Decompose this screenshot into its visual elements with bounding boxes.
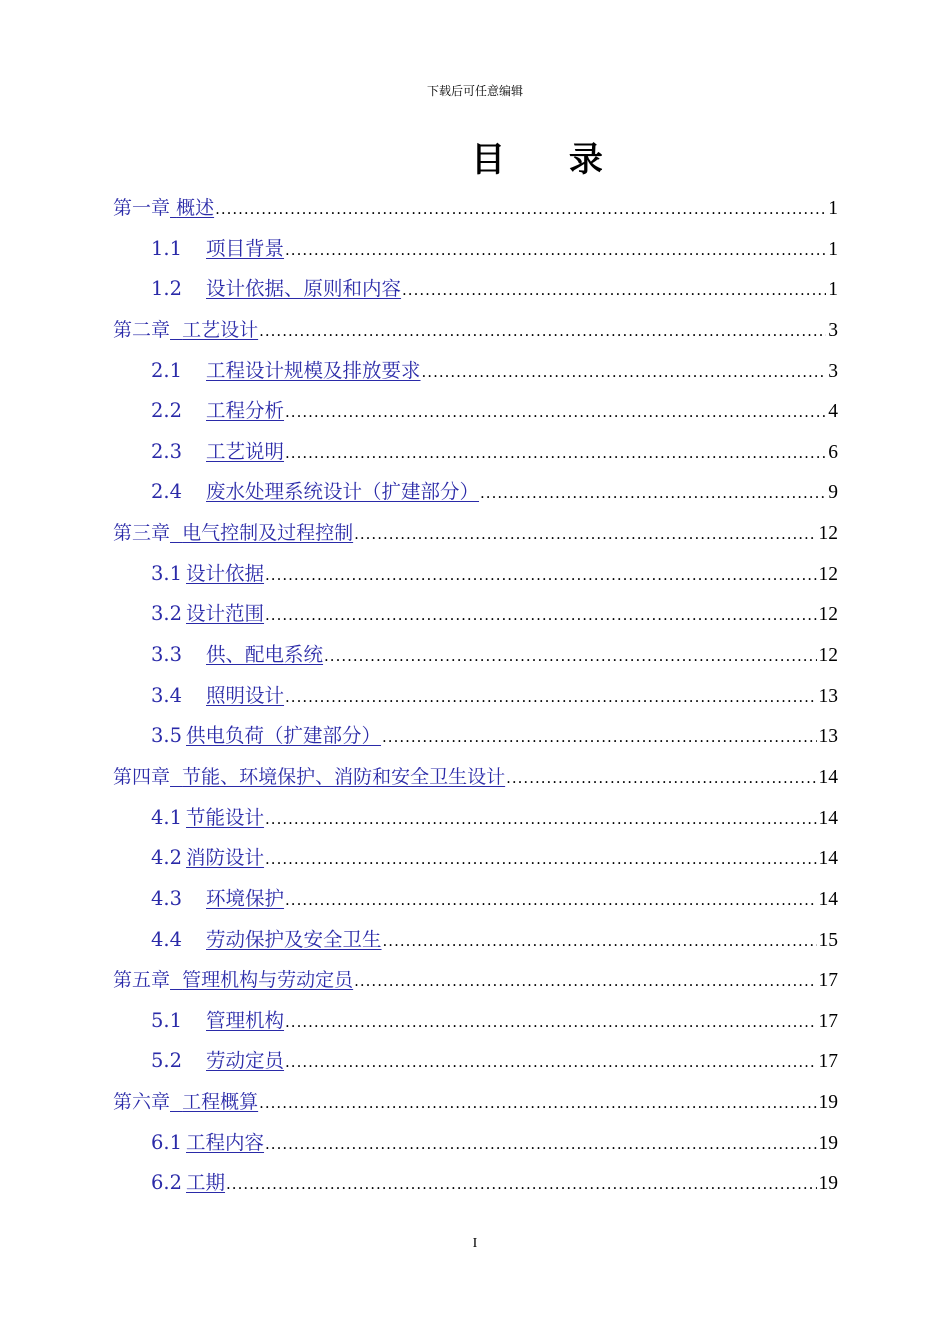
dot-leader [265, 799, 816, 839]
toc-section-row [113, 1163, 838, 1204]
toc-chapter-row [113, 960, 838, 1001]
toc-chapter-link[interactable] [113, 960, 353, 1000]
dot-leader [226, 1164, 816, 1204]
toc-section-link[interactable] [151, 229, 284, 269]
toc-page-number: 12 [818, 604, 838, 626]
toc-page-number: 1 [828, 198, 838, 219]
toc-entry-title: 管理机构与劳动定员 [182, 969, 354, 992]
toc-page-number: 12 [818, 523, 838, 545]
toc-entry-number: 5.2 [151, 1049, 183, 1073]
toc-chapter-link[interactable] [113, 188, 214, 228]
toc-entry-title: 概述 [176, 197, 215, 219]
toc-section-link[interactable] [151, 554, 264, 594]
toc-entry-number: 3.5 [151, 724, 183, 748]
toc-section-row [113, 716, 838, 757]
toc-chapter-link[interactable] [113, 757, 505, 797]
toc-page-number: 4 [828, 401, 838, 423]
toc-entry-number: 2.3 [151, 439, 183, 463]
toc-entry-number: 4.4 [151, 927, 183, 951]
toc-entry-title: 消防设计 [186, 846, 265, 870]
toc-page-number: 14 [818, 807, 838, 829]
toc-entry-separator [170, 969, 182, 991]
toc-entry-number: 第六章 [113, 1091, 171, 1114]
toc-page-number: 9 [828, 482, 838, 504]
toc-entry-number: 4.2 [151, 846, 183, 870]
dot-leader [422, 352, 827, 392]
toc-page-number: 3 [828, 319, 838, 341]
toc-entry-title: 工艺说明 [206, 439, 285, 463]
toc-section-row [113, 1001, 838, 1042]
toc-entry-number: 3.1 [151, 561, 183, 585]
toc-section-link[interactable] [151, 716, 381, 756]
toc-chapter-link[interactable] [113, 1082, 258, 1122]
toc-section-link[interactable] [151, 432, 284, 472]
toc-entry-number: 第二章 [113, 318, 171, 341]
toc-entry-title: 供、配电系统 [206, 643, 324, 667]
toc-section-row [113, 229, 838, 270]
toc-chapter-row [113, 513, 838, 554]
toc-entry-number: 第五章 [113, 969, 171, 992]
toc-chapter-link[interactable] [113, 513, 353, 553]
footer-page-number: I [472, 1236, 478, 1251]
toc-section-link[interactable] [151, 798, 264, 838]
toc-page-number: 15 [818, 929, 838, 951]
toc-title: 目 录 [471, 140, 629, 180]
toc-entry-title: 设计依据 [186, 561, 265, 585]
toc-entry-number: 1.1 [151, 236, 183, 260]
dot-leader [265, 1124, 816, 1164]
toc-page-number: 1 [828, 279, 838, 301]
toc-chapter-row [113, 310, 838, 351]
toc-entry-number: 2.2 [151, 399, 183, 423]
toc-section-row [113, 1041, 838, 1082]
toc-section-link[interactable] [151, 676, 284, 716]
toc-section-link[interactable] [151, 1041, 284, 1081]
toc-entry-number: 3.2 [151, 602, 183, 626]
table-of-contents [113, 188, 838, 1204]
toc-entry-number: 第一章 [113, 197, 171, 219]
toc-section-row [113, 472, 838, 513]
toc-section-row [113, 798, 838, 839]
toc-section-link[interactable] [151, 879, 284, 919]
dot-leader [383, 921, 817, 961]
toc-section-link[interactable] [151, 269, 401, 309]
toc-entry-title: 管理机构 [206, 1008, 285, 1032]
dot-leader [259, 1083, 816, 1123]
toc-section-row [113, 879, 838, 920]
toc-section-link[interactable] [151, 594, 264, 634]
dot-leader [382, 717, 816, 757]
toc-entry-title: 设计范围 [186, 602, 265, 626]
toc-entry-title: 劳动保护及安全卫生 [206, 927, 382, 951]
toc-section-link[interactable] [151, 1001, 284, 1041]
toc-entry-separator [170, 522, 182, 544]
toc-page-number: 17 [818, 1010, 838, 1032]
toc-entry-title: 节能设计 [186, 805, 265, 829]
toc-entry-number: 3.3 [151, 643, 183, 667]
toc-entry-title: 节能、环境保护、消防和安全卫生设计 [182, 765, 506, 788]
toc-page-number: 14 [818, 766, 838, 788]
dot-leader [265, 595, 816, 635]
dot-leader [285, 230, 826, 270]
toc-section-row [113, 554, 838, 595]
dot-leader [506, 758, 816, 798]
toc-section-link[interactable] [151, 635, 323, 675]
toc-page-number: 13 [818, 726, 838, 748]
toc-entry-title: 劳动定员 [206, 1049, 285, 1073]
dot-leader [265, 555, 816, 595]
toc-section-row [113, 1123, 838, 1164]
dot-leader [354, 961, 816, 1001]
toc-section-link[interactable] [151, 472, 479, 512]
toc-section-row [113, 269, 838, 310]
dot-leader [285, 1042, 816, 1082]
toc-page-number: 19 [818, 1092, 838, 1114]
toc-entry-title: 工程内容 [186, 1130, 265, 1154]
toc-section-row [113, 676, 838, 717]
dot-leader [285, 1002, 816, 1042]
toc-section-row [113, 351, 838, 392]
toc-entry-title: 项目背景 [206, 236, 285, 260]
toc-entry-number: 2.1 [151, 358, 183, 382]
toc-entry-number: 6.1 [151, 1130, 183, 1154]
toc-page-number: 17 [818, 1051, 838, 1073]
dot-leader [215, 189, 826, 229]
dot-leader [324, 636, 816, 676]
toc-entry-number: 1.2 [151, 277, 183, 301]
toc-entry-title: 工程概算 [182, 1091, 259, 1114]
toc-section-row [113, 594, 838, 635]
toc-section-link[interactable] [151, 920, 382, 960]
toc-entry-title: 设计依据、原则和内容 [206, 277, 402, 301]
toc-entry-separator [170, 766, 182, 788]
toc-section-link[interactable] [151, 351, 421, 391]
toc-entry-number: 6.2 [151, 1171, 183, 1195]
toc-page-number: 19 [818, 1132, 838, 1154]
dot-leader [259, 311, 826, 351]
dot-leader [285, 392, 826, 432]
toc-section-row [113, 635, 838, 676]
toc-section-link[interactable] [151, 391, 284, 431]
toc-page-number: 19 [818, 1173, 838, 1195]
toc-entry-number: 5.1 [151, 1008, 183, 1032]
toc-section-row [113, 920, 838, 961]
toc-entry-separator [170, 1091, 182, 1113]
toc-page-number: 14 [818, 848, 838, 870]
toc-entry-title: 环境保护 [206, 886, 285, 910]
toc-entry-number: 第三章 [113, 522, 171, 545]
dot-leader [265, 839, 816, 879]
toc-entry-number: 第四章 [113, 765, 171, 788]
toc-chapter-row [113, 188, 838, 229]
toc-page-number: 1 [828, 238, 838, 260]
toc-page-number: 12 [818, 563, 838, 585]
toc-entry-title: 工艺设计 [182, 318, 259, 341]
toc-chapter-row [113, 1082, 838, 1123]
toc-page-number: 17 [818, 970, 838, 992]
toc-section-row [113, 838, 838, 879]
dot-leader [285, 433, 826, 473]
toc-entry-title: 供电负荷（扩建部分） [186, 724, 382, 748]
dot-leader [285, 880, 816, 920]
toc-section-link[interactable] [151, 1123, 264, 1163]
dot-leader [480, 473, 826, 513]
toc-entry-number: 2.4 [151, 480, 183, 504]
toc-section-link[interactable] [151, 1163, 225, 1203]
toc-page-number: 6 [828, 441, 838, 463]
toc-chapter-row [113, 757, 838, 798]
toc-entry-separator [170, 319, 182, 341]
toc-page-number: 13 [818, 685, 838, 707]
toc-entry-title: 工程设计规模及排放要求 [206, 358, 421, 382]
toc-entry-number: 4.1 [151, 805, 183, 829]
toc-entry-title: 电气控制及过程控制 [182, 522, 354, 545]
toc-entry-title: 工程分析 [206, 399, 285, 423]
toc-page-number: 3 [828, 360, 838, 382]
dot-leader [285, 677, 816, 717]
toc-chapter-link[interactable] [113, 310, 258, 350]
dot-leader [354, 514, 816, 554]
toc-section-row [113, 432, 838, 473]
toc-entry-number: 3.4 [151, 683, 183, 707]
toc-page-number: 14 [818, 888, 838, 910]
toc-entry-number: 4.3 [151, 886, 183, 910]
toc-section-row [113, 391, 838, 432]
toc-section-link[interactable] [151, 838, 264, 878]
toc-entry-title: 照明设计 [206, 683, 285, 707]
toc-page-number: 12 [818, 645, 838, 667]
dot-leader [402, 270, 826, 310]
toc-entry-title: 工期 [186, 1171, 226, 1195]
header-note: 下载后可任意编辑 [426, 84, 523, 98]
toc-entry-title: 废水处理系统设计（扩建部分） [206, 480, 480, 504]
